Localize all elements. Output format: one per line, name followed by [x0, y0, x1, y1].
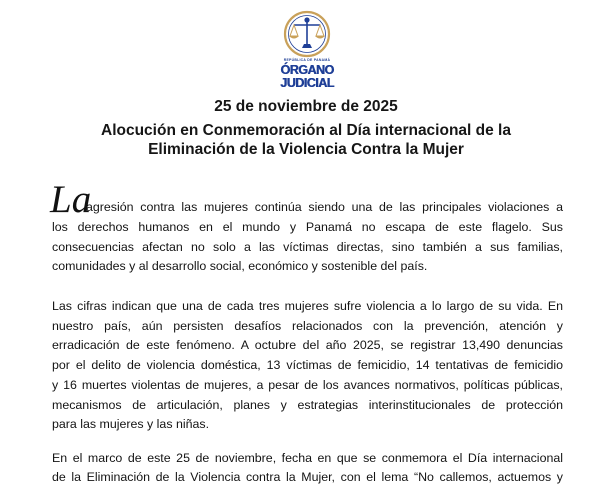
paragraph-3-line-1: En el marco de este 25 de noviembre, fecha en que se conmemora el Día internacional: [52, 451, 563, 465]
logo-text-organo: ÓRGANO: [280, 63, 334, 77]
paragraph-1-line-3: consecuencias afectan no solo a las víctimas directas, sino también a sus familias,: [52, 240, 563, 254]
drop-cap: La: [50, 178, 92, 221]
document-date: 25 de noviembre de 2025: [214, 98, 398, 115]
document-title-line-1: Alocución en Conmemoración al Día internacional de la: [101, 122, 511, 139]
organo-judicial-logo: [278, 10, 336, 94]
paragraph-2-line-2: nuestro país, aún persisten desafíos relacionados con la prevención, atención y: [52, 319, 563, 333]
document-title-line-2: Eliminación de la Violencia Contra la Mujer: [148, 141, 464, 158]
paragraph-3-line-2: de la Eliminación de la Violencia contra la Mujer, con el lema “No callemos, actuemos y: [52, 470, 563, 484]
scales-of-justice-icon: [278, 10, 336, 58]
paragraph-2-line-5: y 16 muertes violentas de mujeres, a pesar de los avances normativos, políticas públicas,: [52, 378, 563, 392]
paragraph-2-line-4: por el delito de violencia doméstica, 13 víctimas de femicidio, 14 tentativas de femicidio: [52, 358, 563, 372]
paragraph-2-line-3: erradicación de este fenómeno. A octubre del año 2025, se registrar 13,490 denuncias: [52, 338, 563, 352]
logo-text-judicial: JUDICIAL: [280, 76, 334, 90]
paragraph-1-line-2: los derechos humanos en el mundo y Panamá no escapa de este flagelo. Sus: [52, 220, 563, 234]
paragraph-1-line-1: agresión contra las mujeres continúa siendo una de las principales violaciones a: [86, 200, 563, 214]
logo-subtitle: REPÚBLICA DE PANAMÁ: [283, 58, 331, 62]
paragraph-2-line-7: para las mujeres y las niñas.: [52, 417, 210, 431]
paragraph-1-line-4: comunidades y al desarrollo social, económico y sostenible del país.: [52, 259, 428, 273]
paragraph-2-line-1: Las cifras indican que una de cada tres mujeres sufre violencia a lo largo de su vida. En: [52, 299, 563, 313]
paragraph-2-line-6: mecanismos de articulación, planes y estrategias interinstitucionales de protección: [52, 398, 563, 412]
